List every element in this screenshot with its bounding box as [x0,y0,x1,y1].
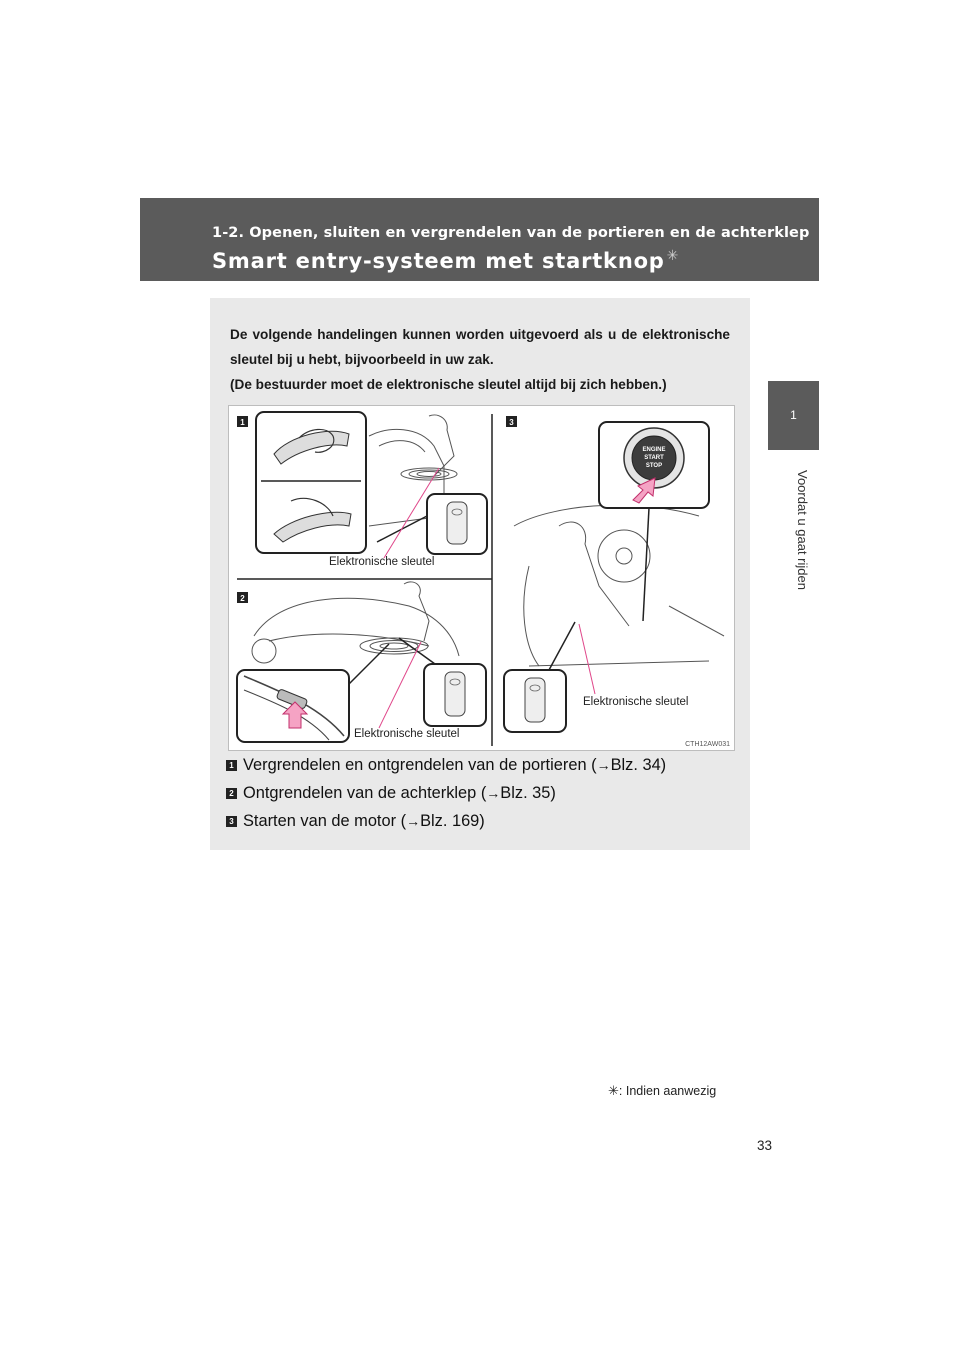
chapter-label: Voordat u gaat rijden [795,470,810,590]
item-ref-link[interactable]: Blz. 34) [610,756,667,774]
item-number: 2 [226,788,237,799]
chapter-tab: 1 [768,381,819,450]
footnote-text: : Indien aanwezig [618,1084,717,1098]
section-header [140,198,819,281]
content-box [210,298,750,850]
panel-2-leader-line [379,642,421,728]
panel-3-interior-drawing [514,505,724,666]
panel-1-door-handle-inset [256,412,366,553]
intro-text [230,322,730,397]
panel-3-start-button-inset [599,422,709,621]
panel-3-key-inset [504,622,575,732]
page-number: 33 [757,1138,773,1153]
panel-2-key-inset [399,638,486,726]
panel-2-number: 2 [240,594,245,603]
footnote [608,1083,716,1099]
item-number: 1 [226,760,237,771]
panel-2-car-drawing [252,582,459,663]
item-text: Vergrendelen en ontgrendelen van de portieren ( [243,756,597,774]
panel-3-leader-line [579,624,595,694]
item-text: Starten van de motor ( [243,812,407,830]
start-text: START [644,455,664,461]
arrow-icon: → [406,813,421,829]
section-title: 1-2. Openen, sluiten en vergrendelen van de portieren en de achterklep [212,225,810,241]
panel-2-key-label: Elektronische sleutel [354,728,460,740]
item-ref-link[interactable]: Blz. 35) [500,784,556,802]
panel-3-key-label: Elektronische sleutel [583,696,689,708]
list-item [226,812,485,831]
panel-1-key-label: Elektronische sleutel [329,556,435,568]
intro-line-1: De volgende handelingen kunnen worden uitgevoerd als u de elektronische sleutel bij u hebt, bijvoorbeeld in uw zak. [230,327,730,367]
item-text: Ontgrendelen van de achterklep ( [243,784,487,802]
arrow-icon: → [596,757,611,773]
illustration [228,405,735,751]
panel-1-number: 1 [240,418,245,427]
figure-code: CTH12AW031 [685,741,730,748]
footnote-mark: ✳ [608,1083,619,1098]
page-title-text: Smart entry-systeem met startknop [212,249,665,273]
item-number: 3 [226,816,237,827]
page-title [212,248,679,273]
list-item [226,784,556,803]
list-item [226,756,666,775]
optional-mark: ✳ [666,248,680,264]
arrow-icon: → [486,785,501,801]
panel-3-number: 3 [509,418,514,427]
panel-1-key-inset [377,494,487,554]
intro-line-2: (De bestuurder moet de elektronische sleutel altijd bij zich hebben.) [230,377,667,392]
item-ref-link[interactable]: Blz. 169) [420,812,485,830]
stop-text: STOP [645,463,663,469]
engine-text: ENGINE [642,447,666,453]
